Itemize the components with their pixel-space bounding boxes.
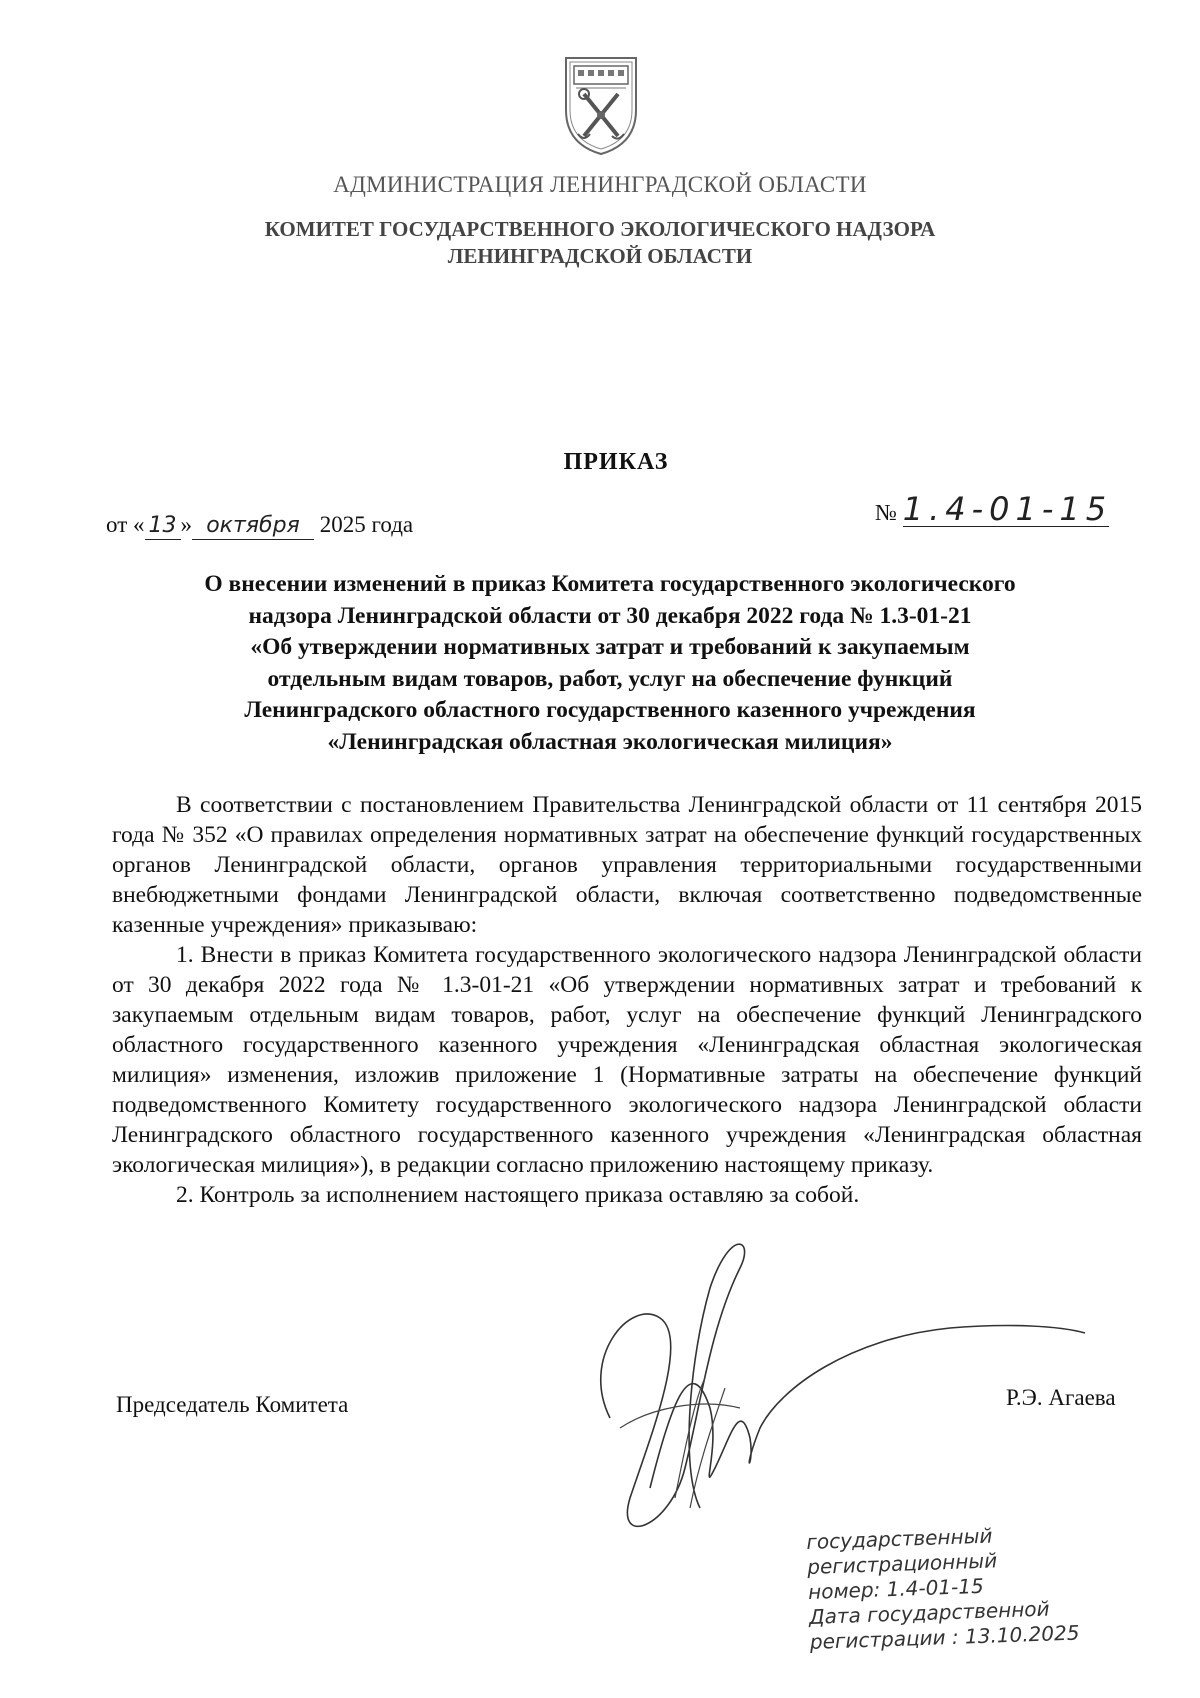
document-type: ПРИКАЗ bbox=[563, 449, 669, 475]
subject-line: «Ленинградская областная экологическая милиция» bbox=[327, 728, 893, 755]
subject-line: отдельным видам товаров, работ, услуг на обеспечение функций bbox=[267, 665, 953, 692]
registration-note-line: государственный bbox=[806, 1523, 993, 1554]
item-2-paragraph: 2. Контроль за исполнением настоящего приказа оставляю за собой. bbox=[176, 1182, 860, 1208]
document-subject bbox=[130, 569, 1090, 758]
number-value: 1.4-01-15 bbox=[902, 490, 1113, 528]
committee-title-line2: ЛЕНИНГРАДСКОЙ ОБЛАСТИ bbox=[447, 244, 753, 268]
date-day: 13 bbox=[145, 513, 181, 540]
committee-title bbox=[0, 216, 1200, 270]
number-label: № bbox=[875, 500, 897, 525]
signatory-role: Председатель Комитета bbox=[116, 1392, 349, 1417]
subject-line: надзора Ленинградской области от 30 декабря 2022 года № 1.3-01-21 bbox=[248, 602, 972, 629]
registration-note-line: регистрации : 13.10.2025 bbox=[809, 1620, 1080, 1654]
preamble-paragraph: В соответствии с постановлением Правительства Ленинградской области от 11 сентября 2015 года № 352 «О правилах определения нормативных затрат на обеспечение функций государственных органов Ленинградской области, органов управления территориальными государственными внебюджетными фондами Ленинградской области, включая соответственно подведомственные казенные учреждения» приказываю: bbox=[112, 792, 1142, 938]
item-1-paragraph: 1. Внести в приказ Комитета государственного экологического надзора Ленинградской области от 30 декабря 2022 года № 1.3-01-21 «Об утверждении нормативных затрат и требований к закупаемым отдельным видам товаров, работ, услуг на обеспечение функций Ленинградского областного государственного казенного учреждения «Ленинградская областная экологическая милиция» изменения, изложив приложение 1 (Нормативные затраты на обеспечение функций подведомственного Комитету государственного экологического надзора Ленинградской области Ленинградского областного государственного казенного учреждения «Ленинградская областная экологическая милиция»), в редакции согласно приложению настоящему приказу. bbox=[112, 942, 1142, 1178]
document-date bbox=[106, 512, 413, 540]
subject-line: Ленинградского областного государственного казенного учреждения bbox=[244, 697, 976, 723]
document-number bbox=[875, 490, 1113, 528]
registration-note-line: номер: 1.4-01-15 bbox=[807, 1573, 985, 1604]
date-separator: » bbox=[180, 512, 192, 537]
registration-note-line: регистрационный bbox=[806, 1548, 998, 1579]
registration-handwritten-note bbox=[806, 1518, 1150, 1655]
subject-line: О внесении изменений в приказ Комитета государственного экологического bbox=[204, 571, 1016, 597]
date-year: 2025 года bbox=[319, 512, 414, 537]
registration-note-line: Дата государственной bbox=[808, 1596, 1050, 1629]
subject-line: «Об утверждении нормативных затрат и требований к закупаемым bbox=[250, 634, 970, 660]
administration-title: АДМИНИСТРАЦИЯ ЛЕНИНГРАДСКОЙ ОБЛАСТИ bbox=[333, 172, 867, 197]
date-month: октября bbox=[192, 513, 314, 540]
coat-of-arms-emblem bbox=[560, 48, 642, 158]
committee-title-line1: КОМИТЕТ ГОСУДАРСТВЕННОГО ЭКОЛОГИЧЕСКОГО НАДЗОРА bbox=[264, 217, 936, 241]
date-prefix: от « bbox=[106, 512, 145, 537]
signatory-name: Р.Э. Агаева bbox=[1006, 1385, 1116, 1410]
document-body bbox=[112, 790, 1142, 1210]
